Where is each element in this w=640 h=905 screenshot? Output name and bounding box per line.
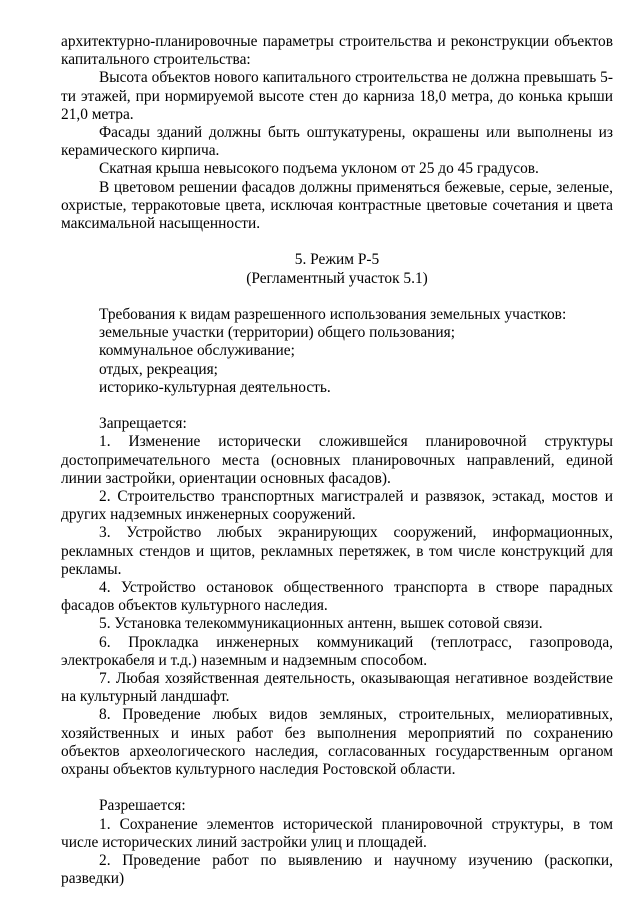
intro-paragraph-2: Высота объектов нового капитального строительства не должна превышать 5-ти этажей, при нормируемой высоте стен до карниза 18,0 метра, до конька крыши 21,0 метра. — [61, 69, 613, 123]
prohibited-item: 7. Любая хозяйственная деятельность, оказывающая негативное воздействие на культурный ландшафт. — [61, 670, 613, 706]
intro-paragraph-3: Фасады зданий должны быть оштукатурены, окрашены или выполнены из керамического кирпича. — [61, 124, 613, 160]
prohibited-item: 3. Устройство любых экранирующих сооружений, информационных, рекламных стендов и щитов, рекламных перетяжек, в том числе конструкций для рекламы. — [61, 524, 613, 578]
intro-paragraph-4: Скатная крыша невысокого подъема уклоном от 25 до 45 градусов. — [99, 160, 539, 178]
requirements-heading: Требования к видам разрешенного использования земельных участков: — [99, 306, 567, 324]
section-title: 5. Режим Р-5 — [294, 251, 380, 269]
document-page — [61, 33, 613, 888]
allowed-heading: Разрешается: — [99, 797, 186, 815]
allowed-item: 1. Сохранение элементов исторической планировочной структуры, в том числе исторических линий застройки улиц и площадей. — [61, 815, 613, 851]
prohibited-item: 2. Строительство транспортных магистралей и развязок, эстакад, мостов и других надземных инженерных сооружений. — [61, 488, 613, 524]
spacer — [61, 397, 613, 415]
prohibited-item: 6. Прокладка инженерных коммуникаций (теплотрасс, газопровода, электрокабеля и т.д.) наземным и надземным способом. — [61, 633, 613, 669]
requirements-item: историко-культурная деятельность. — [99, 378, 331, 396]
prohibited-item: 1. Изменение исторически сложившейся планировочной структуры достопримечательного места (основных планировочных направлений, единой линии застройки, ориентации основных фасадов). — [61, 433, 613, 487]
requirements-item: коммунальное обслуживание; — [99, 342, 295, 360]
prohibited-heading: Запрещается: — [99, 415, 187, 433]
requirements-item: земельные участки (территории) общего пользования; — [99, 324, 456, 342]
prohibited-item: 5. Установка телекоммуникационных антенн, вышек сотовой связи. — [99, 615, 543, 633]
spacer — [61, 233, 613, 251]
prohibited-item: 4. Устройство остановок общественного транспорта в створе парадных фасадов объектов культурного наследия. — [61, 579, 613, 615]
intro-paragraph-1: архитектурно-планировочные параметры строительства и реконструкции объектов капитального строительства: — [61, 33, 613, 69]
spacer — [61, 779, 613, 797]
prohibited-item: 8. Проведение любых видов земляных, строительных, мелиоративных, хозяйственных и иных работ без выполнения мероприятий по сохранению объектов археологического наследия, согласованных государственным органом охраны объектов культурного наследия Ростовской области. — [61, 706, 613, 779]
requirements-item: отдых, рекреация; — [99, 360, 218, 378]
intro-paragraph-5: В цветовом решении фасадов должны применяться бежевые, серые, зеленые, охристые, терракотовые цвета, исключая контрастные цветовые сочетания и цвета максимальной насыщенности. — [61, 178, 613, 233]
allowed-item: 2. Проведение работ по выявлению и научному изучению (раскопки, разведки) — [61, 852, 613, 888]
section-subtitle: (Регламентный участок 5.1) — [246, 269, 428, 287]
spacer — [61, 288, 613, 306]
